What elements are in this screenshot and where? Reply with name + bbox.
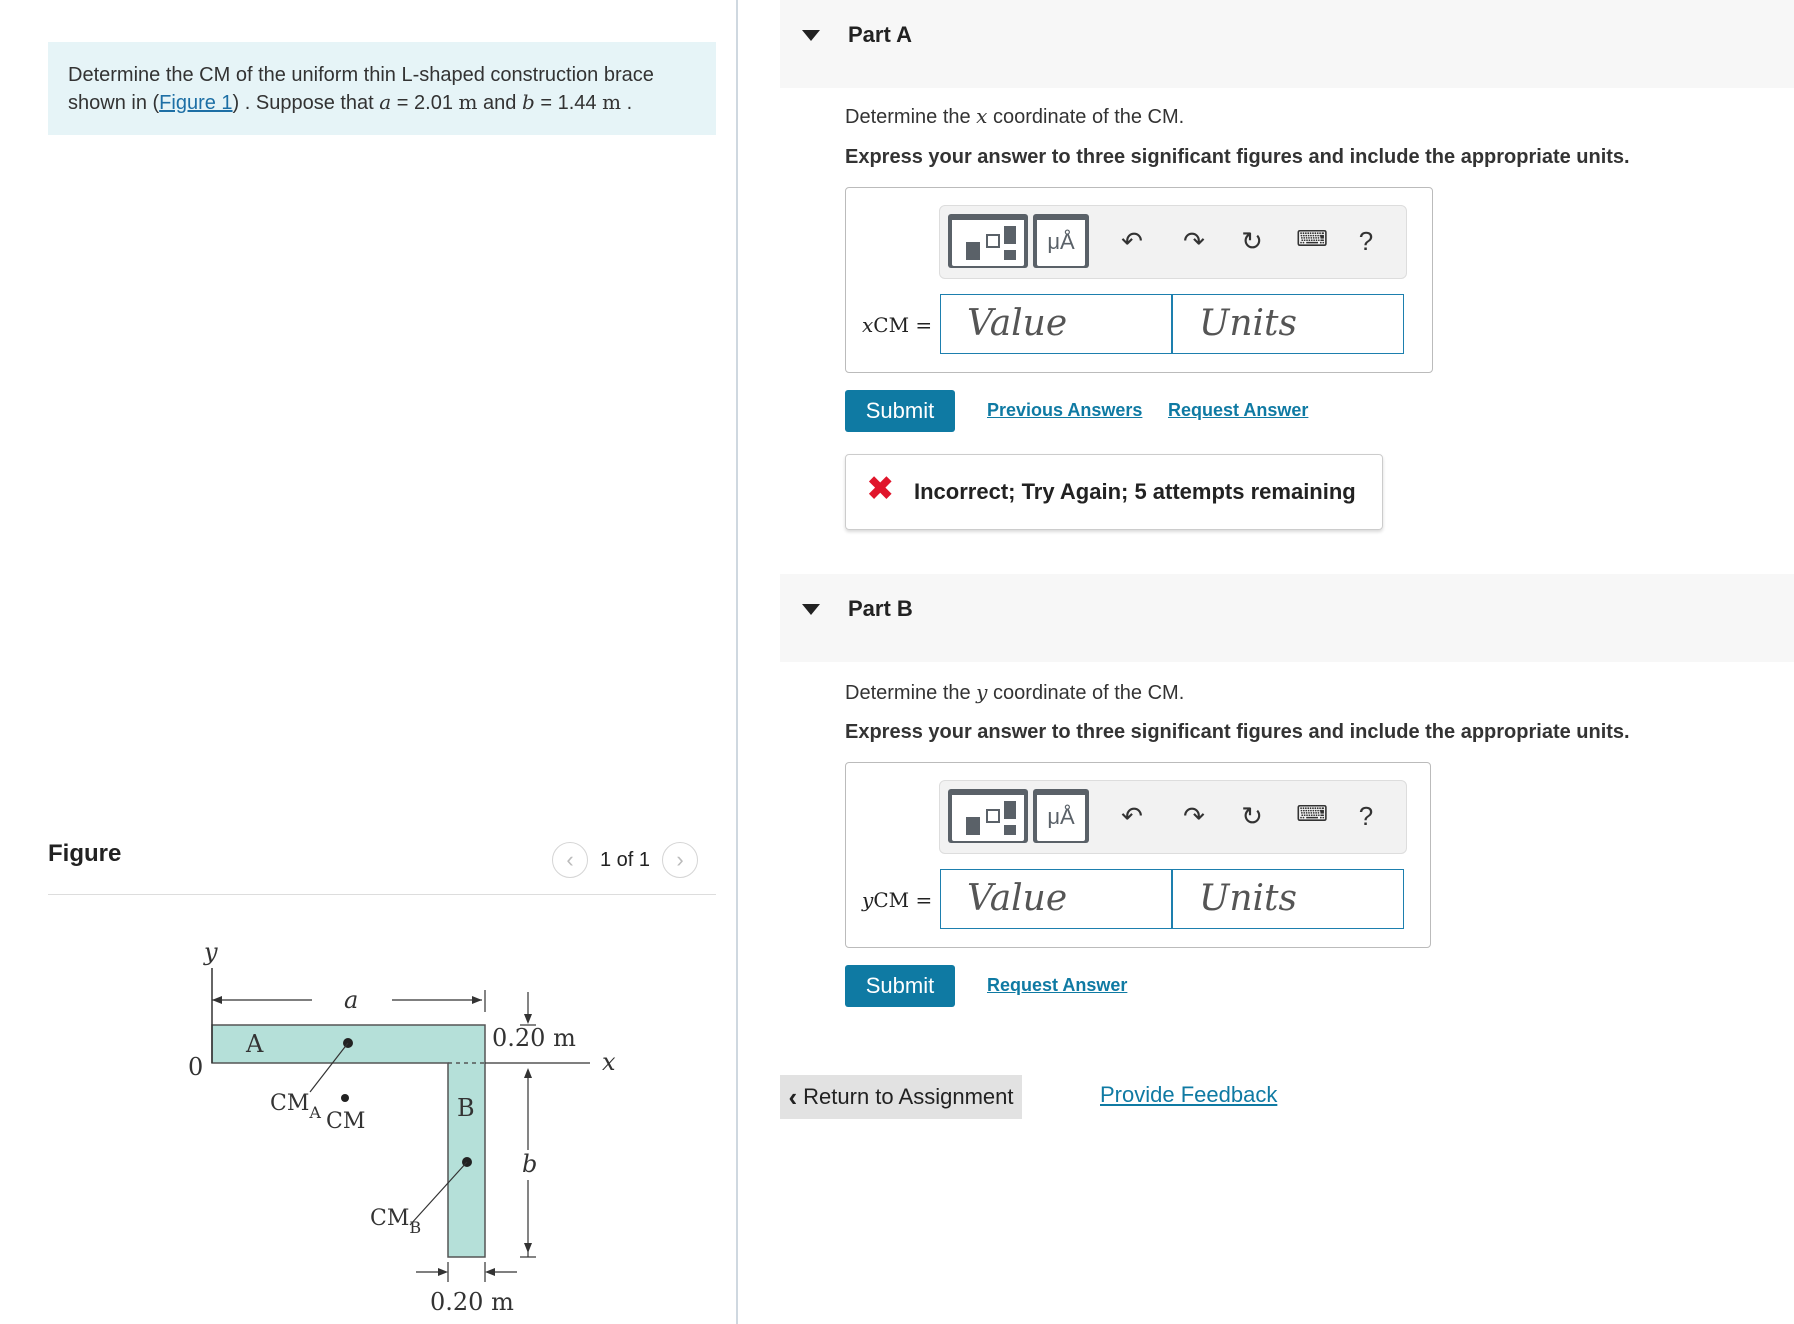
x-axis-label: x [602,1048,616,1076]
left-panel [0,0,736,1324]
dim-b-label: b [522,1150,538,1178]
keyboard-icon[interactable]: ⌨ [1296,801,1328,826]
chevron-right-icon[interactable]: › [662,842,698,878]
brace-shape [212,1025,485,1257]
part-a-title: Part A [848,22,912,47]
reset-icon[interactable]: ↻ [1241,226,1263,256]
symbols-icon[interactable]: μÅ [1033,214,1089,268]
part-a-header[interactable] [780,0,1794,88]
part-a-answer-label: xCM = [862,313,933,337]
templates-icon[interactable] [948,789,1028,843]
chevron-left-icon[interactable]: ‹ [552,842,588,878]
part-a-submit-button[interactable]: Submit [845,390,955,432]
part-b-value-input[interactable]: Value [940,869,1172,929]
undo-icon[interactable]: ↶ [1121,801,1143,831]
collapse-triangle-icon[interactable] [802,604,820,615]
incorrect-x-icon: ✖ [866,470,895,508]
figure-title: Figure [48,840,122,867]
help-icon[interactable]: ? [1358,801,1374,831]
figure-pager [552,840,698,880]
provide-feedback-link[interactable]: Provide Feedback [1100,1082,1278,1107]
part-b-answer-box [845,762,1431,948]
help-icon[interactable]: ? [1358,226,1374,256]
panel-divider [736,0,738,1324]
part-a-value-input[interactable]: Value [940,294,1172,354]
part-b-instruction: Express your answer to three significant figures and include the appropriate units. [845,721,1630,743]
problem-statement: Determine the CM of the uniform thin L-shaped construction brace shown in (Figure 1) . Suppose that a = 2.01 m and b = 1.44 m . [48,42,716,135]
part-b-question: Determine the y coordinate of the CM. [845,680,1185,704]
part-b-request-answer-link[interactable]: Request Answer [987,975,1128,995]
origin-label: 0 [188,1053,204,1081]
part-a-request-answer-link[interactable]: Request Answer [1168,400,1309,420]
part-b-header[interactable] [780,574,1794,662]
part-a-math-toolbar [939,205,1407,279]
part-b-submit-button[interactable]: Submit [845,965,955,1007]
figure-page-count: 1 of 1 [600,848,651,871]
cm-overall-label: CM [326,1109,366,1134]
return-to-assignment-button[interactable]: ‹ Return to Assignment [780,1075,1022,1119]
reset-icon[interactable]: ↻ [1241,801,1263,831]
right-panel [740,0,1794,1324]
part-a-units-input[interactable]: Units [1172,294,1404,354]
part-b-answer-label: yCM = [862,888,933,912]
cm-overall-dot [341,1094,349,1102]
segment-b-label: B [457,1094,475,1122]
redo-icon[interactable]: ↷ [1183,801,1205,831]
redo-icon[interactable]: ↷ [1183,226,1205,256]
figure-link[interactable]: Figure 1 [159,92,233,114]
cm-b-label: $CM_B$ [370,1206,422,1237]
part-a-question: Determine the x coordinate of the CM. [845,104,1185,128]
keyboard-icon[interactable]: ⌨ [1296,226,1328,251]
templates-icon[interactable] [948,214,1028,268]
y-axis-label: y [204,938,218,966]
part-b-units-input[interactable]: Units [1172,869,1404,929]
dim-thickness-top-label: 0.20 m [492,1024,576,1052]
part-a-feedback-message: Incorrect; Try Again; 5 attempts remaining [914,479,1356,504]
part-a-answer-box [845,187,1433,373]
symbols-icon[interactable]: μÅ [1033,789,1089,843]
part-a-instruction: Express your answer to three significant figures and include the appropriate units. [845,146,1630,168]
undo-icon[interactable]: ↶ [1121,226,1143,256]
previous-answers-link[interactable]: Previous Answers [987,400,1143,420]
part-b-title: Part B [848,596,913,621]
chevron-left-icon: ‹ [788,1081,798,1112]
part-a-feedback [845,454,1383,530]
figure-divider [48,894,716,895]
dim-a-label: a [344,986,359,1014]
collapse-triangle-icon[interactable] [802,30,820,41]
segment-a-label: A [246,1030,264,1058]
l-brace-figure [170,920,640,1320]
dim-thickness-bottom-label: 0.20 m [430,1288,514,1316]
part-b-math-toolbar [939,780,1407,854]
cm-a-label: $CM_A$ [270,1091,321,1122]
